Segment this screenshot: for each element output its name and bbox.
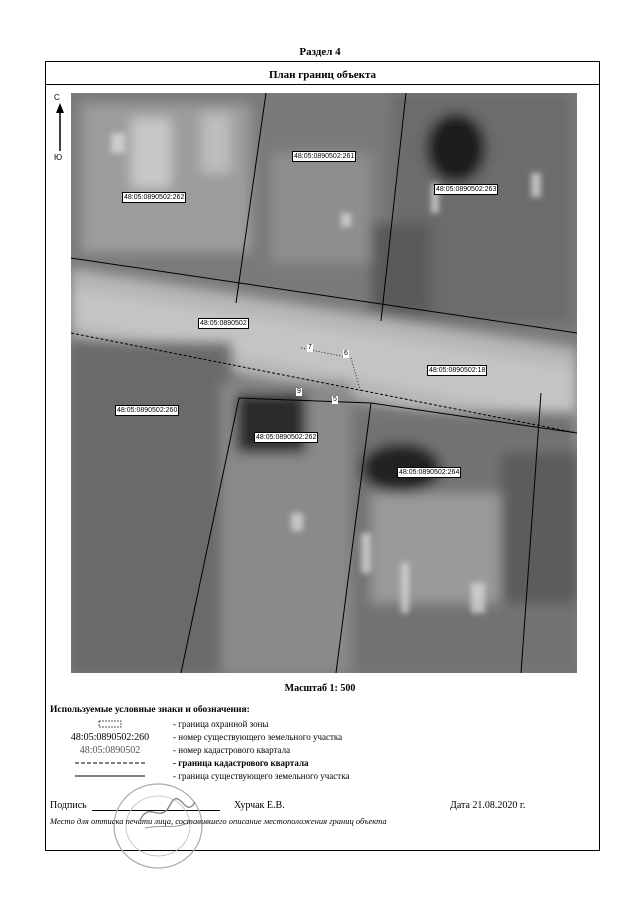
point-label: 7 [308,344,312,351]
legend-description: - граница существующего земельного участка [173,771,350,781]
legend-item-parcel-number [50,732,590,743]
parcel-label: 48:05:0890502:18 [429,367,486,374]
parcel-label: 48:05:0890502:264 [399,469,460,476]
aerial-photo [71,93,577,673]
aerial-map [71,93,577,673]
legend-item-quarter-number [50,745,590,756]
north-label: С [54,93,60,102]
arrow-icon [55,103,65,153]
legend-item-quarter-boundary [50,758,590,769]
parcel-label: 48:05:0890502:261 [294,153,355,160]
plan-title: План границ объекта [45,66,600,85]
legend-description: - граница кадастрового квартала [173,758,309,768]
south-label: Ю [54,153,63,162]
parcel-label: 48:05:0890502:263 [436,186,497,193]
point-label: 6 [344,350,348,357]
legend-symbol: 48:05:0890502 [79,745,141,756]
solid-line-icon [75,771,145,779]
legend-description: - граница охранной зоны [173,719,269,729]
legend-symbol [50,758,170,768]
legend-description: - номер кадастрового квартала [173,745,291,755]
legend-symbol: 48:05:0890502:260 [70,732,150,743]
parcel-label: 48:05:0890502:262 [256,434,317,441]
signer-name: Хурчак Е.В. [234,800,285,811]
parcel-label: 48:05:0890502:262 [124,194,185,201]
legend-title: Используемые условные знаки и обозначения: [50,705,250,715]
legend-item-security-zone [50,719,590,730]
point-label: 9 [297,388,301,395]
signature-label: Подпись [50,800,87,811]
point-label: 5 [333,396,337,403]
dashed-line-icon [75,758,145,766]
quarter-label: 48:05:0890502 [200,320,247,327]
dashed-rect-icon [98,720,122,728]
parcel-label: 48:05:0890502:260 [117,407,178,414]
legend-description: - номер существующего земельного участка [173,732,343,742]
section-title: Раздел 4 [299,46,341,58]
stamp-note: Место для оттиска печати лица, составившего описание местоположения границ объекта [50,816,387,826]
north-arrow [52,93,68,167]
legend-symbol [50,719,170,730]
document-date: Дата 21.08.2020 г. [450,800,526,811]
stamp-seal [100,780,220,875]
map-scale: Масштаб 1: 500 [284,683,356,694]
